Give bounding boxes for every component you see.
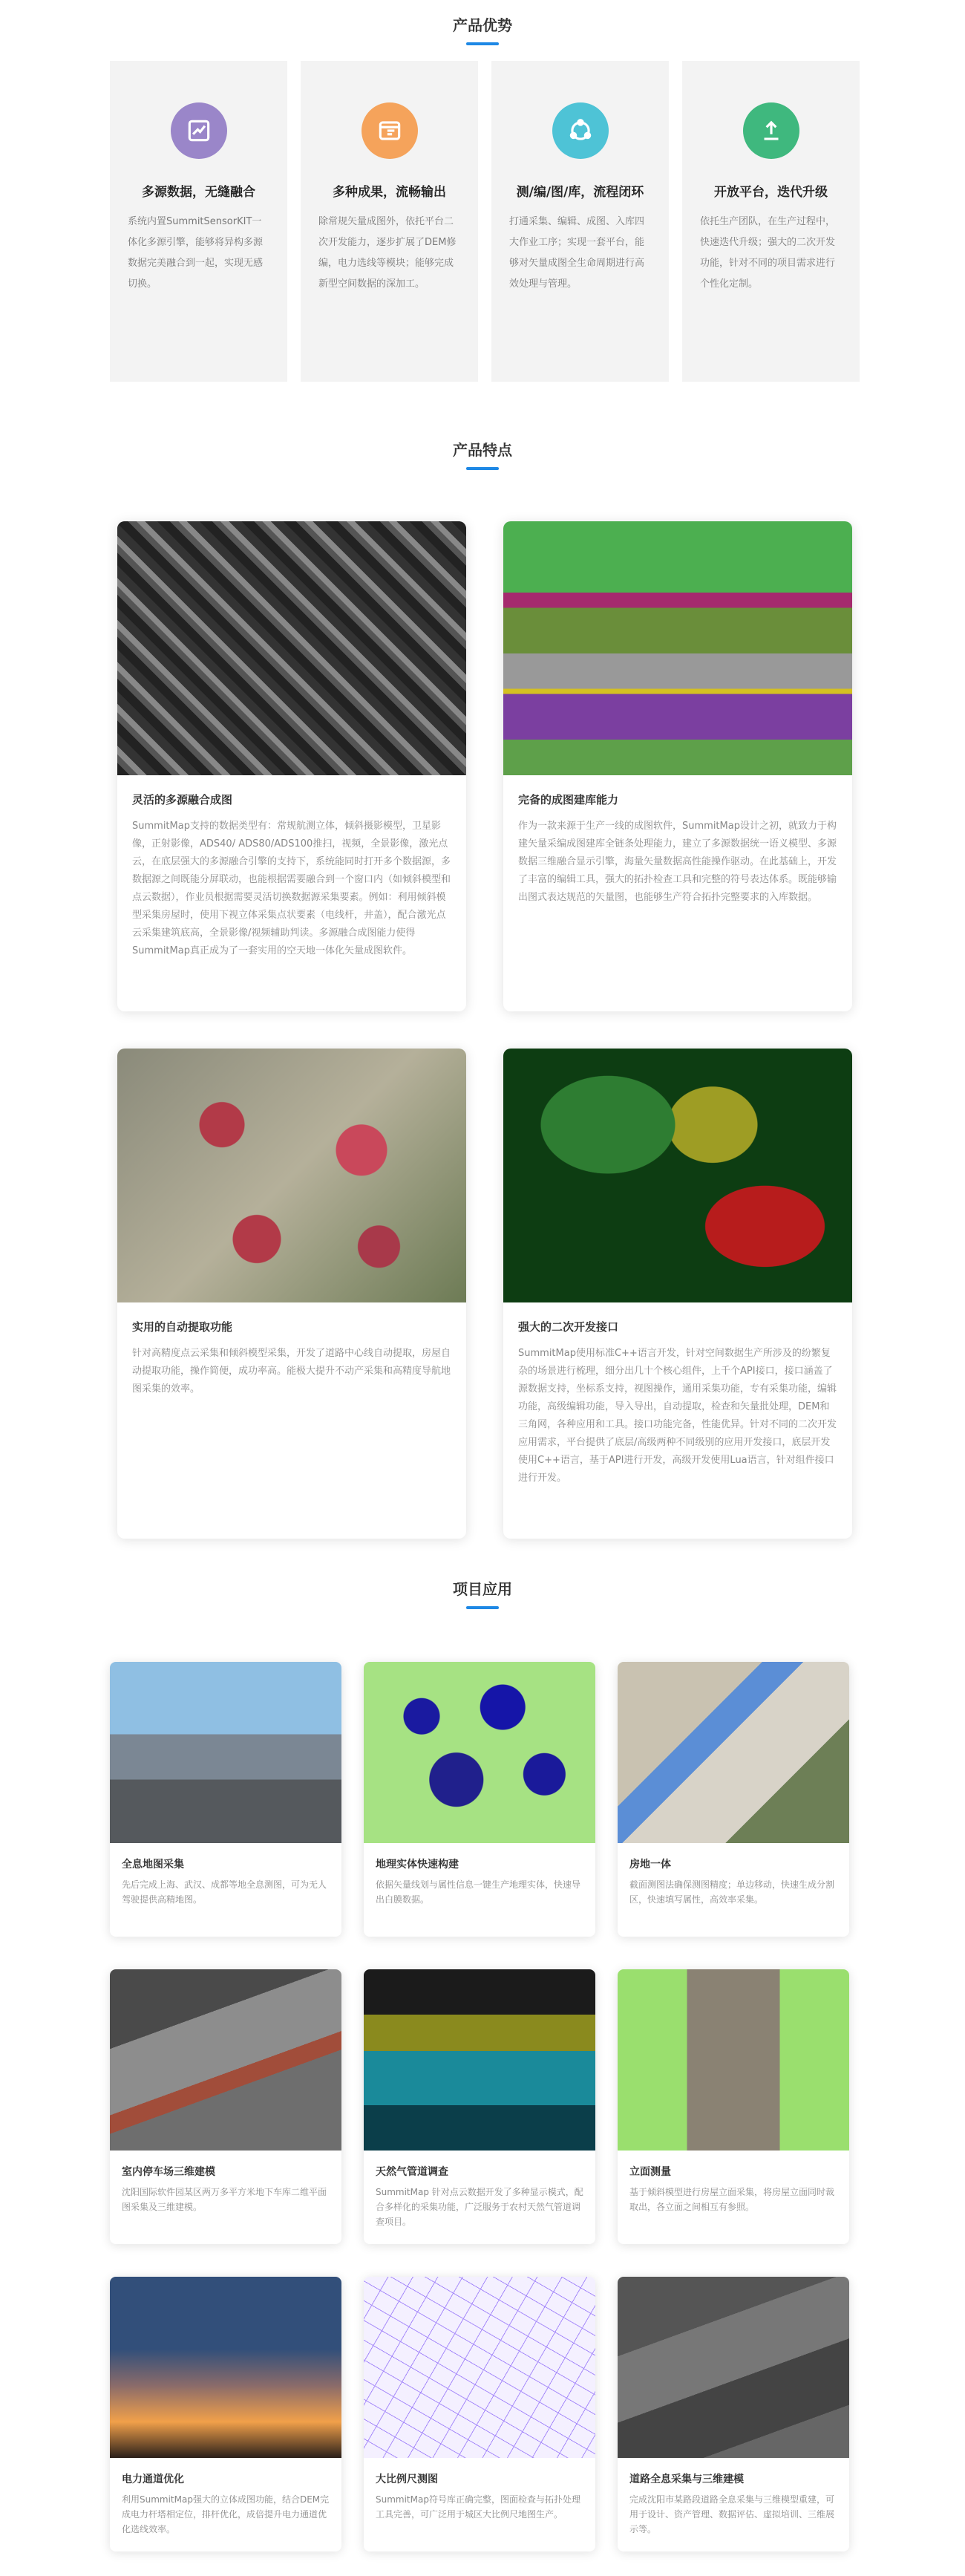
project-image xyxy=(618,2277,849,2458)
feature-card xyxy=(117,521,466,1011)
project-image xyxy=(110,1662,341,1843)
project-image xyxy=(110,2277,341,2458)
title-underline xyxy=(466,42,499,45)
project-card[interactable] xyxy=(618,2277,849,2551)
feature-desc: SummitMap支持的数据类型有：常规航测立体，倾斜摄影模型，卫星影像，正射影像，ADS40/ ADS80/ADS100推扫，视频，全景影像，激光点云，在底层强大的多源融合引擎的支持下，系统能同时打开多个数据源，多数据源之间既能分屏联动，也能根据需要融合到一个窗口内（如倾斜模型和点云数据），作业员根据需要灵活切换数据源采集要素。例如：利用倾斜模型采集房屋时，使用下视立体采集点状要素（电线杆，井盖），配合激光点云采集建筑底高，全景影像/视频辅助判读。多源融合成图能力使得SummitMap真正成为了一套实用的空天地一体化矢量成图软件。 xyxy=(132,821,451,956)
advantages-title: 产品优势 xyxy=(453,16,512,34)
project-title: 电力通道优化 xyxy=(122,2474,184,2485)
advantage-card xyxy=(301,61,478,382)
chart-icon xyxy=(171,102,227,159)
project-desc: SummitMap 针对点云数据开发了多种显示模式，配合多样化的采集功能，广泛服务于农村天然气管道调查项目。 xyxy=(376,2187,583,2227)
feature-desc: 针对高精度点云采集和倾斜模型采集，开发了道路中心线自动提取，房屋自动提取功能，操作简便，成功率高。能极大提升不动产采集和高精度导航地图采集的效率。 xyxy=(132,1348,451,1395)
advantage-title: 多源数据，无缝融合 xyxy=(142,185,255,200)
projects-list xyxy=(110,1662,849,2551)
project-card[interactable] xyxy=(618,1969,849,2244)
advantages-list xyxy=(110,61,860,382)
project-card[interactable] xyxy=(110,2277,341,2551)
project-card[interactable] xyxy=(110,1969,341,2244)
project-desc: 完成沈阳市某路段道路全息采集与三维模型重建，可用于设计、资产管理、数据评估、虚拟培训、三维展示等。 xyxy=(629,2494,835,2534)
project-image xyxy=(364,1662,595,1843)
project-image xyxy=(618,1969,849,2151)
features-header xyxy=(0,438,965,470)
project-card[interactable] xyxy=(618,1662,849,1937)
advantage-title: 多种成果，流畅输出 xyxy=(333,185,446,200)
project-title: 室内停车场三维建模 xyxy=(122,2166,215,2178)
feature-title: 强大的二次开发接口 xyxy=(518,1320,619,1334)
projects-title: 项目应用 xyxy=(453,1580,512,1598)
advantage-card xyxy=(491,61,669,382)
title-underline xyxy=(466,467,499,470)
feature-card xyxy=(503,1049,852,1539)
project-title: 天然气管道调查 xyxy=(376,2166,448,2178)
project-desc: 依据矢量线划与属性信息一键生产地理实体，快速导出白膜数据。 xyxy=(376,1879,581,1905)
advantage-desc: 除常规矢量成图外，依托平台二次开发能力，逐步扩展了DEM修编，电力选线等模块；能够完成新型空间数据的深加工。 xyxy=(318,216,457,290)
advantages-header xyxy=(0,13,965,45)
feature-card xyxy=(117,1049,466,1539)
upload-icon xyxy=(743,102,799,159)
project-image xyxy=(364,2277,595,2458)
feature-title: 实用的自动提取功能 xyxy=(132,1320,233,1334)
advantage-desc: 依托生产团队，在生产过程中，快速迭代升级；强大的二次开发功能，针对不同的项目需求进行个性化定制。 xyxy=(700,216,836,290)
advantage-card xyxy=(110,61,287,382)
project-desc: 先后完成上海、武汉、成都等地全息测图，可为无人驾驶提供高精地图。 xyxy=(122,1879,327,1905)
project-title: 立面测量 xyxy=(629,2166,671,2178)
title-underline xyxy=(466,1606,499,1609)
features-list xyxy=(117,521,852,1539)
project-image xyxy=(618,1662,849,1843)
feature-image xyxy=(117,521,466,775)
projects-header xyxy=(0,1577,965,1609)
advantage-desc: 系统内置SummitSensorKIT一体化多源引擎，能够将异构多源数据完美融合到一起，实现无感切换。 xyxy=(128,216,264,290)
features-title: 产品特点 xyxy=(453,441,512,459)
project-card[interactable] xyxy=(364,1662,595,1937)
project-title: 道路全息采集与三维建模 xyxy=(629,2474,744,2485)
feature-image xyxy=(503,521,852,775)
project-title: 地理实体快速构建 xyxy=(376,1859,459,1871)
feature-desc: 作为一款来源于生产一线的成图软件，SummitMap设计之初，就致力于构建矢量采编成图建库全链条处理能力，建立了多源数据统一语义模型、多源数据三维融合显示引擎，海量矢量数据高性能操作驱动。在此基础上，开发了丰富的编辑工具，强大的拓扑检查工具和完整的符号表达体系。既能够输出图式表达规范的矢量图，也能够生产符合拓扑完整要求的入库数据。 xyxy=(518,821,837,903)
project-desc: 利用SummitMap强大的立体成图功能，结合DEM完成电力杆塔相定位，排杆优化，成倍提升电力通道优化选线效率。 xyxy=(122,2494,330,2534)
feature-title: 灵活的多源融合成图 xyxy=(132,793,233,806)
project-title: 房地一体 xyxy=(629,1859,671,1871)
advantage-title: 测/编/图/库，流程闭环 xyxy=(516,185,644,200)
project-card[interactable] xyxy=(364,1969,595,2244)
project-card[interactable] xyxy=(110,1662,341,1937)
project-desc: 截面测图法确保测图精度；单边移动，快速生成分割区，快速填写属性，高效率采集。 xyxy=(629,1879,835,1905)
feature-desc: SummitMap使用标准C++语言开发，针对空间数据生产所涉及的纷繁复杂的场景进行梳理，细分出几十个核心组件，上千个API接口，接口涵盖了源数据支持，坐标系支持，视图操作，通用采集功能，专有采集功能，编辑功能，高级编辑功能，导入导出，自动提取，检查和矢量批处理，DEM和三角网，各种应用和工具。接口功能完备，性能优异。针对不同的二次开发应用需求，平台提供了底层/高级两种不同级别的应用开发接口，底层开发使用C++语言，基于API进行开发，高级开发使用Lua语言，针对组件接口进行开发。 xyxy=(518,1348,837,1484)
project-image xyxy=(110,1969,341,2151)
feature-title: 完备的成图建库能力 xyxy=(518,793,619,806)
feature-card xyxy=(503,521,852,1011)
advantage-card xyxy=(682,61,860,382)
project-desc: 基于倾斜模型进行房屋立面采集，将房屋立面同时裁取出，各立面之间相互有参照。 xyxy=(629,2187,835,2212)
project-image xyxy=(364,1969,595,2151)
feature-image xyxy=(117,1049,466,1302)
layout-icon xyxy=(362,102,418,159)
cycle-icon xyxy=(552,102,609,159)
project-desc: SummitMap符号库正确完整，图面检查与拓扑处理工具完善，可广泛用于城区大比例尺地图生产。 xyxy=(376,2494,580,2520)
project-title: 大比例尺测图 xyxy=(376,2474,438,2485)
feature-image xyxy=(503,1049,852,1302)
advantage-title: 开放平台，迭代升级 xyxy=(714,185,828,200)
project-title: 全息地图采集 xyxy=(122,1859,184,1871)
project-desc: 沈阳国际软件园某区两万多平方米地下车库二维平面图采集及三维建模。 xyxy=(122,2187,327,2212)
advantage-desc: 打通采集、编辑、成图、入库四大作业工序；实现一套平台，能够对矢量成图全生命周期进行高效处理与管理。 xyxy=(509,216,645,290)
project-card[interactable] xyxy=(364,2277,595,2551)
